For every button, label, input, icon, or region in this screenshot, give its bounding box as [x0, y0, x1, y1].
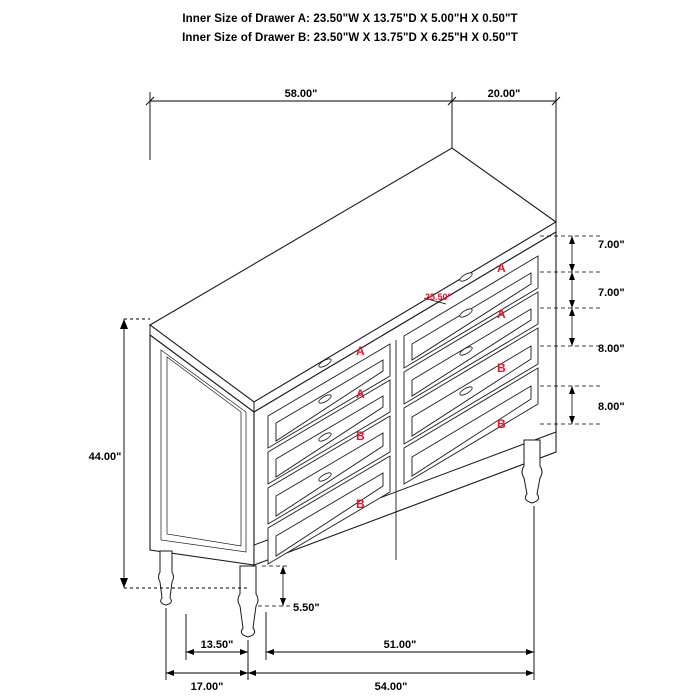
dim-leg-height: 5.50": [293, 602, 320, 614]
drawer-label-right-1: A: [497, 261, 506, 275]
dim-bottom-left-outer: 17.00": [190, 681, 224, 693]
drawer-label-left-2: A: [356, 387, 365, 401]
drawer-label-right-2: A: [497, 307, 506, 321]
drawer-label-right-4: B: [497, 417, 506, 431]
leg-front-left: [238, 566, 258, 637]
drawer-a-spec-text: Inner Size of Drawer A: 23.50"W X 13.75"D X 5.00"H X 0.50"T: [182, 13, 518, 25]
dim-right-3: 8.00": [598, 343, 625, 355]
dim-right-1: 7.00": [598, 239, 625, 251]
dim-bottom-mid: 51.00": [383, 639, 417, 651]
dim-right-2: 7.00": [598, 287, 625, 299]
dim-right-4: 8.00": [598, 401, 625, 413]
dim-top-depth: 20.00": [487, 88, 521, 100]
leg-rear-left: [159, 551, 174, 605]
leg-height-dimension: [258, 566, 290, 606]
dim-bottom-total: 54.00": [374, 681, 408, 693]
dim-drawer-width-note: 25.50": [425, 292, 452, 302]
drawer-label-left-1: A: [356, 344, 365, 358]
drawer-b-spec-text: Inner Size of Drawer B: 23.50"W X 13.75"D X 6.25"H X 0.50"T: [182, 32, 518, 44]
drawer-label-left-4: B: [356, 497, 365, 511]
dim-total-height: 44.00": [88, 451, 122, 463]
dim-bottom-left-inner: 13.50": [200, 639, 234, 651]
leg-front-right: [522, 440, 542, 503]
drawer-label-left-3: B: [356, 429, 365, 443]
drawer-label-right-3: B: [497, 361, 506, 375]
dim-top-width: 58.00": [284, 88, 318, 100]
